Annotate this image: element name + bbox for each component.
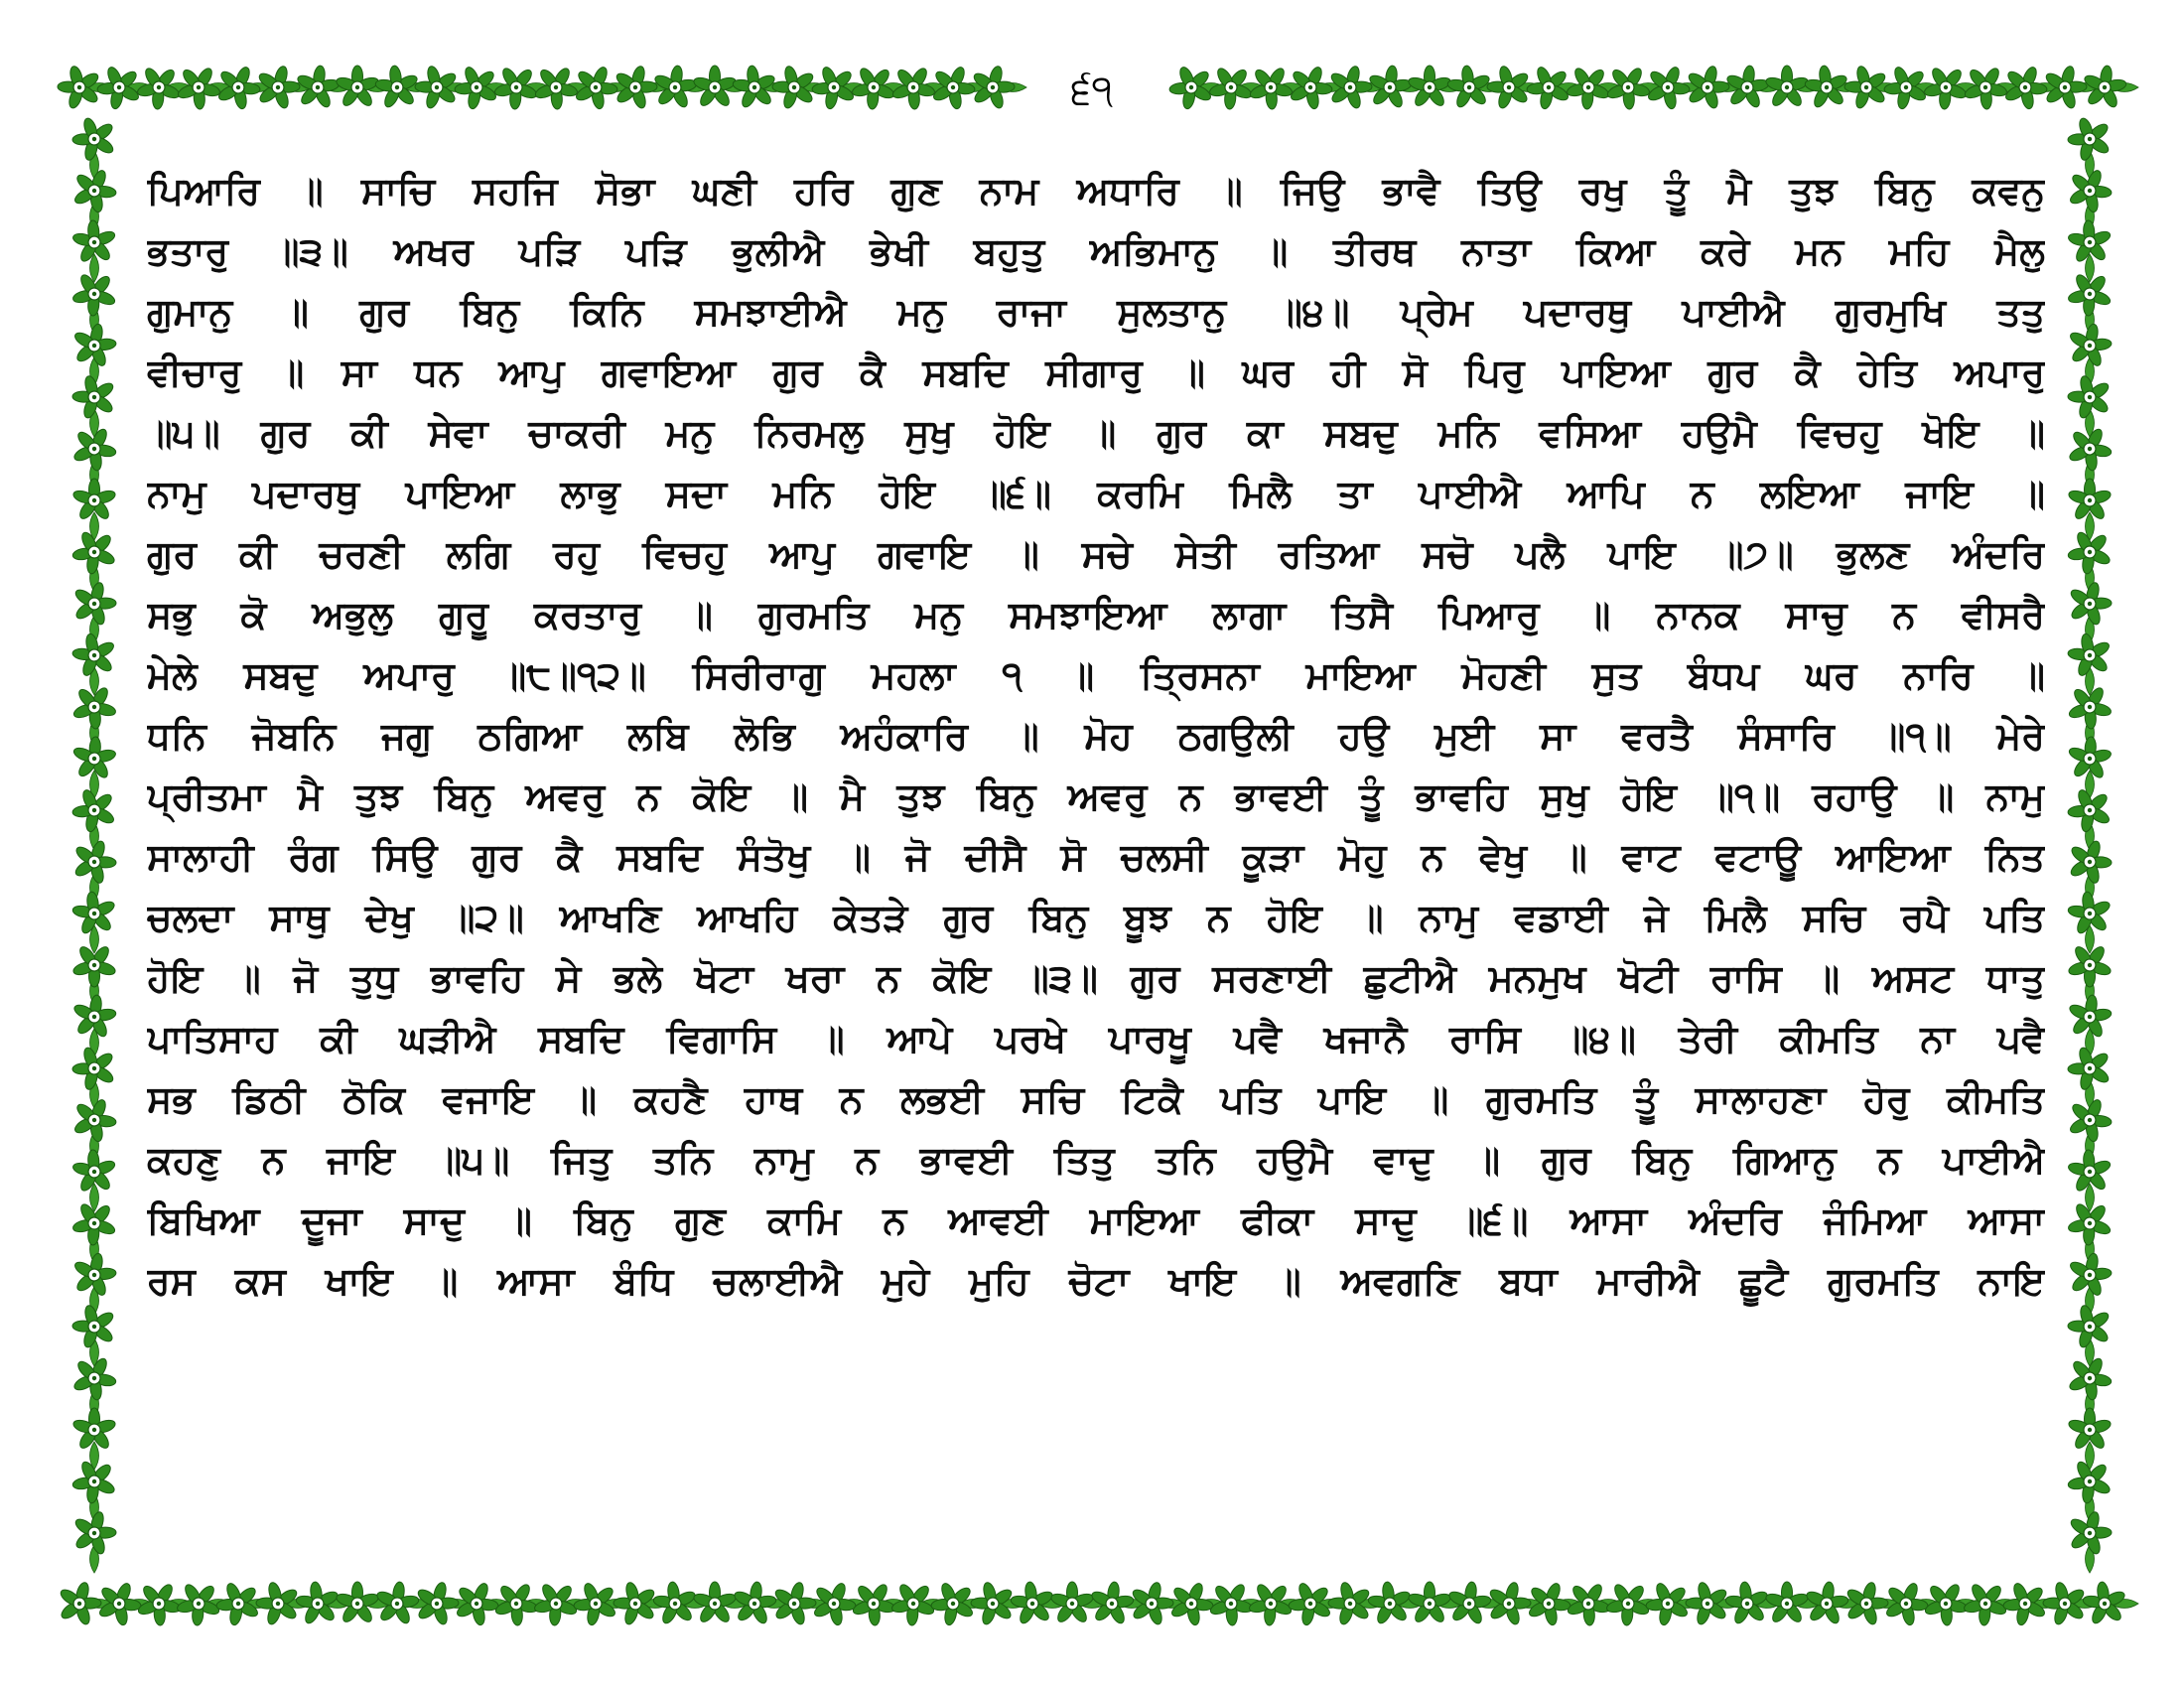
text-line: ਸਭ ਡਿਠੀ ਠੋਕਿ ਵਜਾਇ ॥ ਕਹਣੈ ਹਾਥ ਨ ਲਭਈ ਸਚਿ ਟਿਕੈ ਪਤਿ ਪਾਇ ॥ ਗੁਰਮਤਿ ਤੂੰ ਸਾਲਾਹਣਾ ਹੋਰੁ ਕੀਮਤਿ bbox=[147, 1077, 2045, 1121]
text-line: ਬਿਖਿਆ ਦੂਜਾ ਸਾਦੁ ॥ ਬਿਨੁ ਗੁਣ ਕਾਮਿ ਨ ਆਵਈ ਮਾਇਆ ਫੀਕਾ ਸਾਦੁ ॥੬॥ ਆਸਾ ਅੰਦਰਿ ਜੰਮਿਆ ਆਸਾ bbox=[147, 1198, 2045, 1242]
flower-ornament-icon bbox=[52, 1577, 106, 1630]
text-line: ਪਾਤਿਸਾਹ ਕੀ ਘੜੀਐ ਸਬਦਿ ਵਿਗਾਸਿ ॥ ਆਪੇ ਪਰਖੇ ਪਾਰਖੂ ਪਵੈ ਖਜਾਨੈ ਰਾਸਿ ॥੪॥ ਤੇਰੀ ਕੀਮਤਿ ਨਾ ਪਵੈ bbox=[147, 1017, 2045, 1060]
flower-ornament-icon bbox=[1764, 66, 1809, 108]
text-line: ਵੀਚਾਰੁ ॥ ਸਾ ਧਨ ਆਪੁ ਗਵਾਇਆ ਗੁਰ ਕੈ ਸਬਦਿ ਸੀਗਾਰੁ ॥ ਘਰ ਹੀ ਸੋ ਪਿਰੁ ਪਾਇਆ ਗੁਰ ਕੈ ਹੇਤਿ ਅਪਾਰੁ bbox=[147, 351, 2045, 394]
text-line: ਗੁਮਾਨੁ ॥ ਗੁਰ ਬਿਨੁ ਕਿਨਿ ਸਮਝਾਈਐ ਮਨੁ ਰਾਜਾ ਸੁਲਤਾਨੁ ॥੪॥ ਪ੍ਰੇਮ ਪਦਾਰਥੁ ਪਾਈਐ ਗੁਰਮੁਖਿ ਤਤੁ bbox=[147, 290, 2045, 334]
flower-ornament-icon bbox=[1049, 1582, 1094, 1624]
text-line: ਨਾਮੁ ਪਦਾਰਥੁ ਪਾਇਆ ਲਾਭੁ ਸਦਾ ਮਨਿ ਹੋਇ ॥੬॥ ਕਰਮਿ ਮਿਲੈ ਤਾ ਪਾਈਐ ਆਪਿ ਨ ਲਇਆ ਜਾਇ ॥ bbox=[147, 472, 2045, 515]
text-line: ਗੁਰ ਕੀ ਚਰਣੀ ਲਗਿ ਰਹੁ ਵਿਚਹੁ ਆਪੁ ਗਵਾਇ ॥ ਸਚੇ ਸੇਤੀ ਰਤਿਆ ਸਚੋ ਪਲੈ ਪਾਇ ॥੭॥ ਭੁਲਣ ਅੰਦਰਿ bbox=[147, 532, 2045, 576]
text-line: ਸਾਲਾਹੀ ਰੰਗ ਸਿਉ ਗੁਰ ਕੈ ਸਬਦਿ ਸੰਤੋਖੁ ॥ ਜੋ ਦੀਸੈ ਸੋ ਚਲਸੀ ਕੂੜਾ ਮੋਹੁ ਨ ਵੇਖੁ ॥ ਵਾਟ ਵਟਾਊ ਆਇਆ ਨਿਤ bbox=[147, 835, 2045, 879]
border-bottom bbox=[52, 1572, 2138, 1633]
text-line: ਸਭੁ ਕੋ ਅਭੁਲੁ ਗੁਰੂ ਕਰਤਾਰੁ ॥ ਗੁਰਮਤਿ ਮਨੁ ਸਮਝਾਇਆ ਲਾਗਾ ਤਿਸੈ ਪਿਆਰੁ ॥ ਨਾਨਕ ਸਾਚੁ ਨ ਵੀਸਰੈ bbox=[147, 593, 2045, 636]
flower-ornament-icon bbox=[1407, 1582, 1451, 1624]
text-line: ਭਤਾਰੁ ॥੩॥ ਅਖਰ ਪੜਿ ਪੜਿ ਭੁਲੀਐ ਭੇਖੀ ਬਹੁਤੁ ਅਭਿਮਾਨੁ ॥ ਤੀਰਥ ਨਾਤਾ ਕਿਆ ਕਰੇ ਮਨ ਮਹਿ ਮੈਲੁ bbox=[147, 229, 2045, 273]
flower-ornament-icon bbox=[692, 66, 737, 108]
flower-ornament-icon bbox=[1407, 66, 1451, 108]
flower-ornament-icon bbox=[335, 1582, 379, 1624]
border-left bbox=[64, 108, 125, 1573]
text-line: ਕਹਣੁ ਨ ਜਾਇ ॥੫॥ ਜਿਤੁ ਤਨਿ ਨਾਮੁ ਨ ਭਾਵਈ ਤਿਤੁ ਤਨਿ ਹਉਮੈ ਵਾਦੁ ॥ ਗੁਰ ਬਿਨੁ ਗਿਆਨੁ ਨ ਪਾਈਐ bbox=[147, 1138, 2045, 1182]
text-line: ਮੇਲੇ ਸਬਦੁ ਅਪਾਰੁ ॥੮॥੧੨॥ ਸਿਰੀਰਾਗੁ ਮਹਲਾ ੧ ॥ ਤ੍ਰਿਸਨਾ ਮਾਇਆ ਮੋਹਣੀ ਸੁਤ ਬੰਧਪ ਘਰ ਨਾਰਿ ॥ bbox=[147, 653, 2045, 697]
text-line: ਰਸ ਕਸ ਖਾਇ ॥ ਆਸਾ ਬੰਧਿ ਚਲਾਈਐ ਮੁਹੇ ਮੁਹਿ ਚੋਟਾ ਖਾਇ ॥ ਅਵਗਣਿ ਬਧਾ ਮਾਰੀਐ ਛੂਟੈ ਗੁਰਮਤਿ ਨਾਇ bbox=[147, 1259, 2045, 1303]
leaf-ornament-icon bbox=[90, 254, 99, 282]
text-line: ਧਨਿ ਜੋਬਨਿ ਜਗੁ ਠਗਿਆ ਲਬਿ ਲੋਭਿ ਅਹੰਕਾਰਿ ॥ ਮੋਹ ਠਗਉਲੀ ਹਉ ਮੁਈ ਸਾ ਵਰਤੈ ਸੰਸਾਰਿ ॥੧॥ ਮੇਰੇ bbox=[147, 714, 2045, 758]
text-line: ਪਿਆਰਿ ॥ ਸਾਚਿ ਸਹਜਿ ਸੋਭਾ ਘਣੀ ਹਰਿ ਗੁਣ ਨਾਮ ਅਧਾਰਿ ॥ ਜਿਉ ਭਾਵੈ ਤਿਉ ਰਖੁ ਤੂੰ ਮੈ ਤੁਝ ਬਿਨੁ ਕਵਨੁ bbox=[147, 169, 2045, 212]
leaf-ornament-icon bbox=[2086, 1184, 2095, 1211]
text-line: ॥੫॥ ਗੁਰ ਕੀ ਸੇਵਾ ਚਾਕਰੀ ਮਨੁ ਨਿਰਮਲੁ ਸੁਖੁ ਹੋਇ ॥ ਗੁਰ ਕਾ ਸਬਦੁ ਮਨਿ ਵਸਿਆ ਹਉਮੈ ਵਿਚਹੁ ਖੋਇ ॥ bbox=[147, 411, 2045, 455]
flower-ornament-icon bbox=[335, 66, 379, 108]
flower-ornament-icon bbox=[692, 1582, 737, 1624]
border-right bbox=[2059, 108, 2120, 1573]
leaf-ornament-icon bbox=[90, 1184, 99, 1211]
text-line: ਪ੍ਰੀਤਮਾ ਮੈ ਤੁਝ ਬਿਨੁ ਅਵਰੁ ਨ ਕੋਇ ॥ ਮੈ ਤੁਝ ਬਿਨੁ ਅਵਰੁ ਨ ਭਾਵਈ ਤੂੰ ਭਾਵਹਿ ਸੁਖੁ ਹੋਇ ॥੧॥ ਰਹਾਉ ॥ ਨਾਮੁ bbox=[147, 774, 2045, 818]
text-line: ਚਲਦਾ ਸਾਥੁ ਦੇਖੁ ॥੨॥ ਆਖਣਿ ਆਖਹਿ ਕੇਤੜੇ ਗੁਰ ਬਿਨੁ ਬੂਝ ਨ ਹੋਇ ॥ ਨਾਮੁ ਵਡਾਈ ਜੇ ਮਿਲੈ ਸਚਿ ਰਪੈ ਪਤਿ bbox=[147, 896, 2045, 939]
flower-ornament-icon bbox=[1764, 1582, 1809, 1624]
text-line: ਹੋਇ ॥ ਜੋ ਤੁਧੁ ਭਾਵਹਿ ਸੇ ਭਲੇ ਖੋਟਾ ਖਰਾ ਨ ਕੋਇ ॥੩॥ ਗੁਰ ਸਰਣਾਈ ਛੁਟੀਐ ਮਨਮੁਖ ਖੋਟੀ ਰਾਸਿ ॥ ਅਸਟ ਧਾਤੁ bbox=[147, 956, 2045, 1000]
scripture-text bbox=[147, 161, 2045, 1312]
leaf-ornament-icon bbox=[2086, 254, 2095, 282]
page-number: ੬੧ bbox=[1042, 68, 1142, 113]
